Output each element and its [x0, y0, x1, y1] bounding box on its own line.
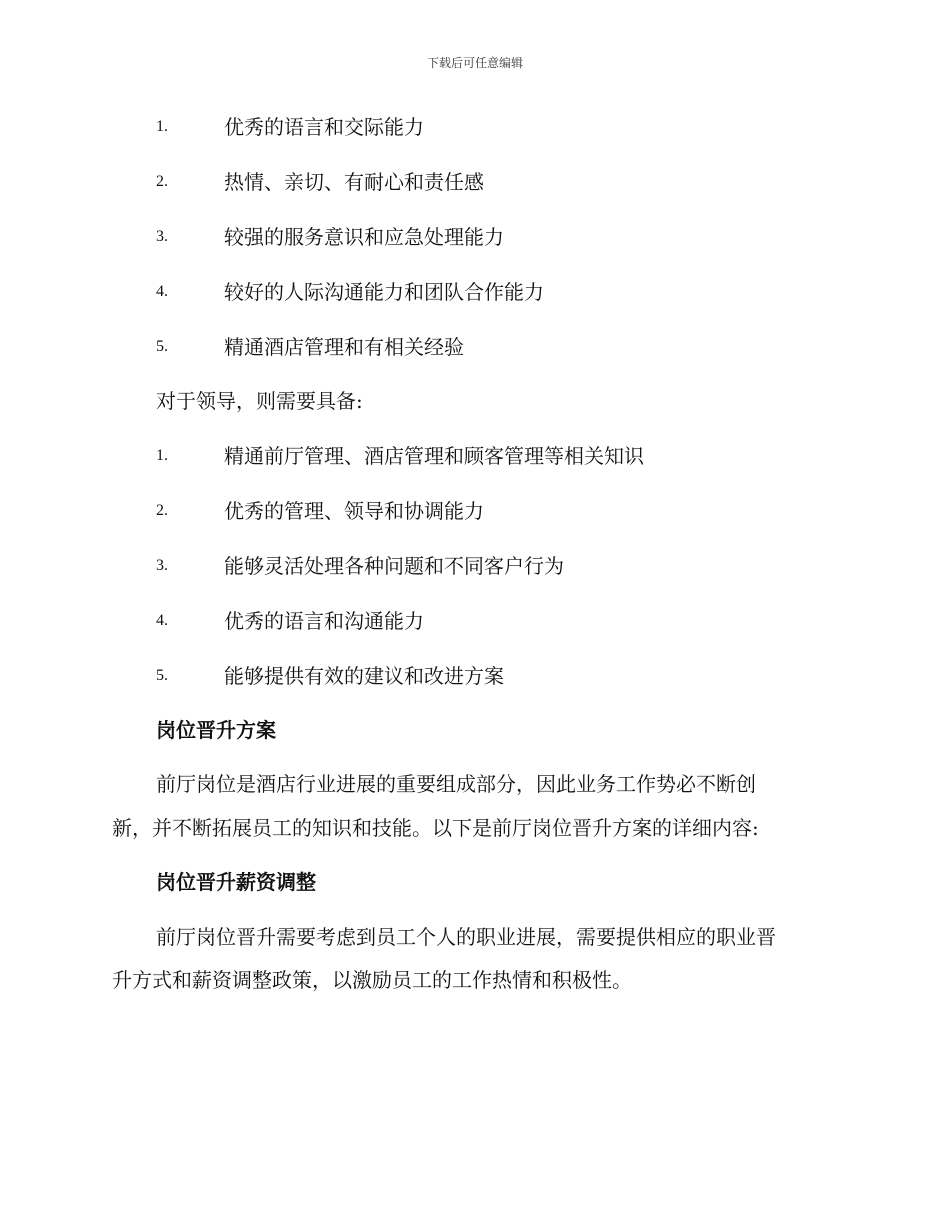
list-number: 3.: [156, 228, 168, 245]
list-number: 5.: [156, 338, 168, 355]
leader-intro: 对于领导，则需要具备:: [156, 389, 363, 413]
list-number: 3.: [156, 557, 168, 574]
list-text: 优秀的管理、领导和协调能力: [224, 499, 484, 523]
list-item: [0, 277, 950, 307]
paragraph-line: 升方式和薪资调整政策，以激励员工的工作热情和积极性。: [112, 968, 632, 992]
list-number: 1.: [156, 447, 168, 464]
list-item: [0, 496, 950, 526]
list-item: [0, 551, 950, 581]
list-item: [0, 661, 950, 691]
list-text: 能够灵活处理各种问题和不同客户行为: [224, 554, 564, 578]
paragraph-line: 前厅岗位是酒店行业进展的重要组成部分，因此业务工作势必不断创: [156, 772, 756, 796]
list-number: 4.: [156, 612, 168, 629]
list-text: 热情、亲切、有耐心和责任感: [224, 170, 484, 194]
list-item: [0, 167, 950, 197]
list-item: [0, 606, 950, 636]
list-number: 4.: [156, 283, 168, 300]
list-text: 能够提供有效的建议和改进方案: [224, 664, 504, 688]
list-text: 精通酒店管理和有相关经验: [224, 335, 464, 359]
list-number: 2.: [156, 502, 168, 519]
list-number: 1.: [156, 118, 168, 135]
section-heading: 岗位晋升方案: [156, 718, 276, 742]
section-heading: 岗位晋升薪资调整: [156, 870, 316, 894]
paragraph-line: 前厅岗位晋升需要考虑到员工个人的职业进展，需要提供相应的职业晋: [156, 925, 776, 949]
list-item: [0, 441, 950, 471]
list-text: 精通前厅管理、酒店管理和顾客管理等相关知识: [224, 444, 644, 468]
list-number: 2.: [156, 173, 168, 190]
list-text: 较强的服务意识和应急处理能力: [224, 225, 504, 249]
list-number: 5.: [156, 667, 168, 684]
list-text: 较好的人际沟通能力和团队合作能力: [224, 280, 544, 304]
list-item: [0, 222, 950, 252]
list-text: 优秀的语言和沟通能力: [224, 609, 424, 633]
page-header: 下载后可任意编辑: [426, 56, 523, 70]
list-item: [0, 332, 950, 362]
paragraph-line: 新，并不断拓展员工的知识和技能。以下是前厅岗位晋升方案的详细内容:: [112, 816, 759, 840]
list-item: [0, 112, 950, 142]
list-text: 优秀的语言和交际能力: [224, 115, 424, 139]
